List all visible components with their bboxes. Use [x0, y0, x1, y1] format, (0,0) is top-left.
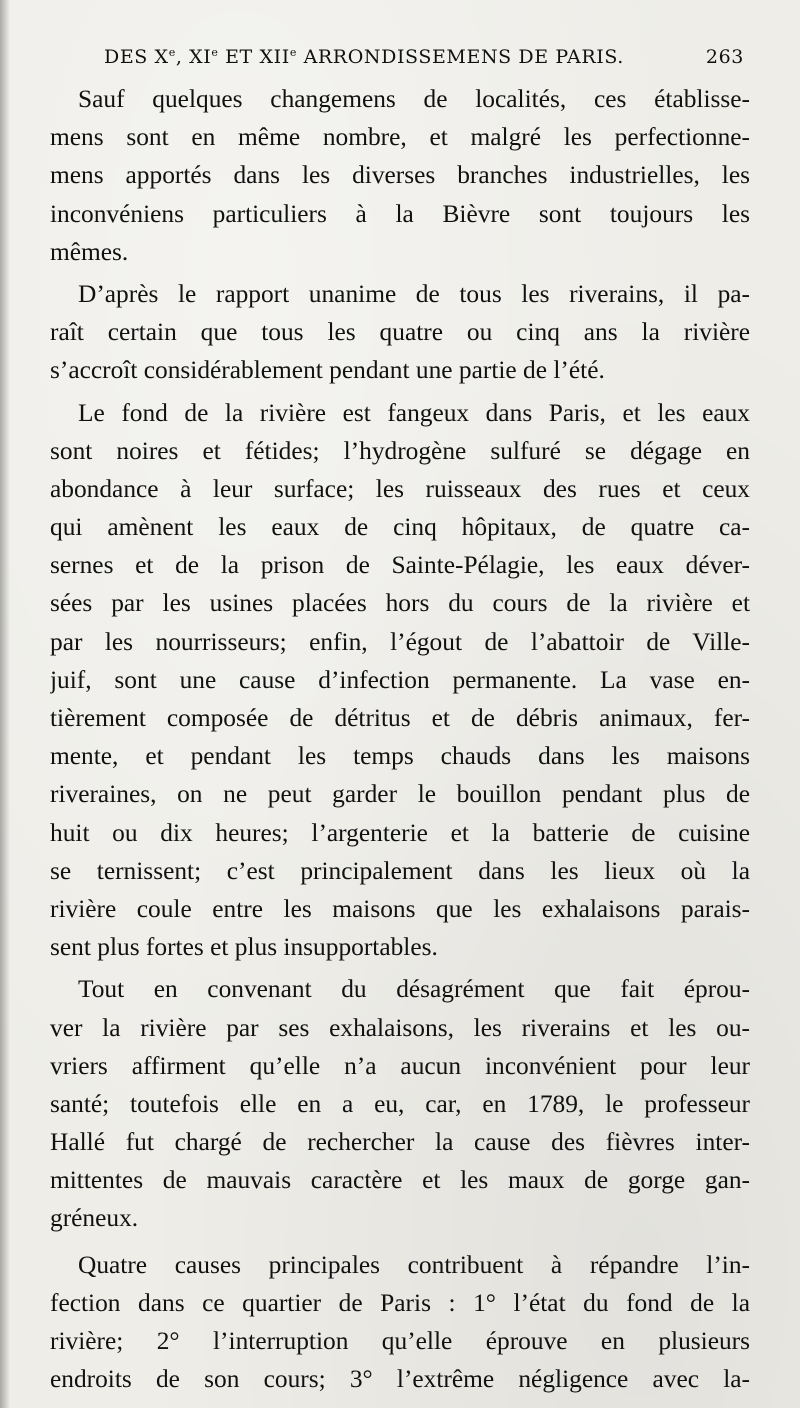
text-line: Hallé fut chargé de rechercher la cause des fièvres inter-: [50, 1128, 750, 1157]
text-line: mens sont en même nombre, et malgré les perfectionne-: [50, 123, 750, 152]
paragraph-2: [50, 275, 750, 390]
running-head: [104, 46, 624, 68]
text-line: sent plus fortes et plus insupportables.: [50, 933, 438, 962]
text-line: mente, et pendant les temps chauds dans les maisons: [50, 742, 750, 771]
text-line: se ternissent; c’est principalement dans les lieux où la: [50, 856, 750, 885]
text-line: mittentes de mauvais caractère et les maux de gorge gan-: [50, 1166, 750, 1195]
text-line: D’après le rapport unanime de tous les riverains, il pa-: [78, 279, 750, 308]
text-line: sées par les usines placées hors du cours de la rivière et: [50, 589, 750, 618]
text-line: raît certain que tous les quatre ou cinq ans la rivière: [50, 318, 750, 347]
paragraph-gap: [50, 1238, 750, 1246]
text-line: gréneux.: [50, 1204, 139, 1233]
text-line: sernes et de la prison de Sainte-Pélagie, les eaux déver-: [50, 551, 750, 580]
text-line: par les nourrisseurs; enfin, l’égout de l’abattoir de Ville-: [50, 627, 750, 656]
text-line: abondance à leur surface; les ruisseaux des rues et ceux: [50, 474, 750, 503]
text-line: juif, sont une cause d’infection permanente. La vase en-: [50, 665, 750, 694]
text-line: Sauf quelques changemens de localités, ces établisse-: [78, 85, 750, 113]
text-line: mens apportés dans les diverses branches industrielles, les: [50, 161, 750, 190]
superscript-e: e: [168, 46, 176, 59]
running-head-text: , XI: [175, 46, 212, 68]
text-line: riveraines, on ne peut garder le bouillon pendant plus de: [50, 780, 750, 809]
text-line: s’accroît considérablement pendant une partie de l’été.: [50, 356, 605, 385]
text-line: santé; toutefois elle en a eu, car, en 1789, le professeur: [50, 1089, 750, 1118]
text-line: Le fond de la rivière est fangeux dans Paris, et les eaux: [78, 398, 750, 427]
text-line: sont noires et fétides; l’hydrogène sulfuré se dégage en: [50, 436, 750, 465]
text-line: Quatre causes principales contribuent à répandre l’in-: [78, 1250, 750, 1279]
text-line: endroits de son cours; 3° l’extrême négligence avec la-: [50, 1365, 750, 1394]
running-head-text: DES X: [104, 46, 169, 68]
superscript-e: e: [289, 46, 297, 59]
text-line: fection dans ce quartier de Paris : 1° l’état du fond de la: [50, 1288, 750, 1317]
text-line: ver la rivière par ses exhalaisons, les riverains et les ou-: [50, 1013, 750, 1042]
text-line: vriers affirment qu’elle n’a aucun inconvénient pour leur: [50, 1051, 750, 1080]
superscript-e: e: [211, 46, 219, 59]
paragraph-1: [50, 80, 750, 271]
text-line: rivière coule entre les maisons que les exhalaisons parais-: [50, 894, 750, 923]
text-line: qui amènent les eaux de cinq hôpitaux, de quatre ca-: [50, 513, 750, 542]
running-head-text: ET XII: [218, 46, 290, 68]
text-line: tièrement composée de détritus et de débris animaux, fer-: [50, 704, 750, 732]
text-line: Tout en convenant du désagrément que fait éprou-: [78, 975, 750, 1004]
text-line: mêmes.: [50, 237, 129, 266]
text-line: huit ou dix heures; l’argenterie et la batterie de cuisine: [50, 818, 750, 847]
page-number: 263: [705, 46, 744, 68]
paragraph-5: [50, 1246, 750, 1399]
running-head-text: ARRONDISSEMENS DE PARIS.: [296, 46, 624, 68]
paragraph-4: [50, 970, 750, 1237]
page-header: [104, 40, 744, 80]
paragraph-3: [50, 394, 750, 967]
text-line: inconvéniens particuliers à la Bièvre sont toujours les: [50, 199, 750, 228]
body-text: [50, 80, 750, 1398]
page-edge-shadow: [0, 0, 10, 1408]
text-line: rivière; 2° l’interruption qu’elle éprouve en plusieurs: [50, 1327, 750, 1355]
